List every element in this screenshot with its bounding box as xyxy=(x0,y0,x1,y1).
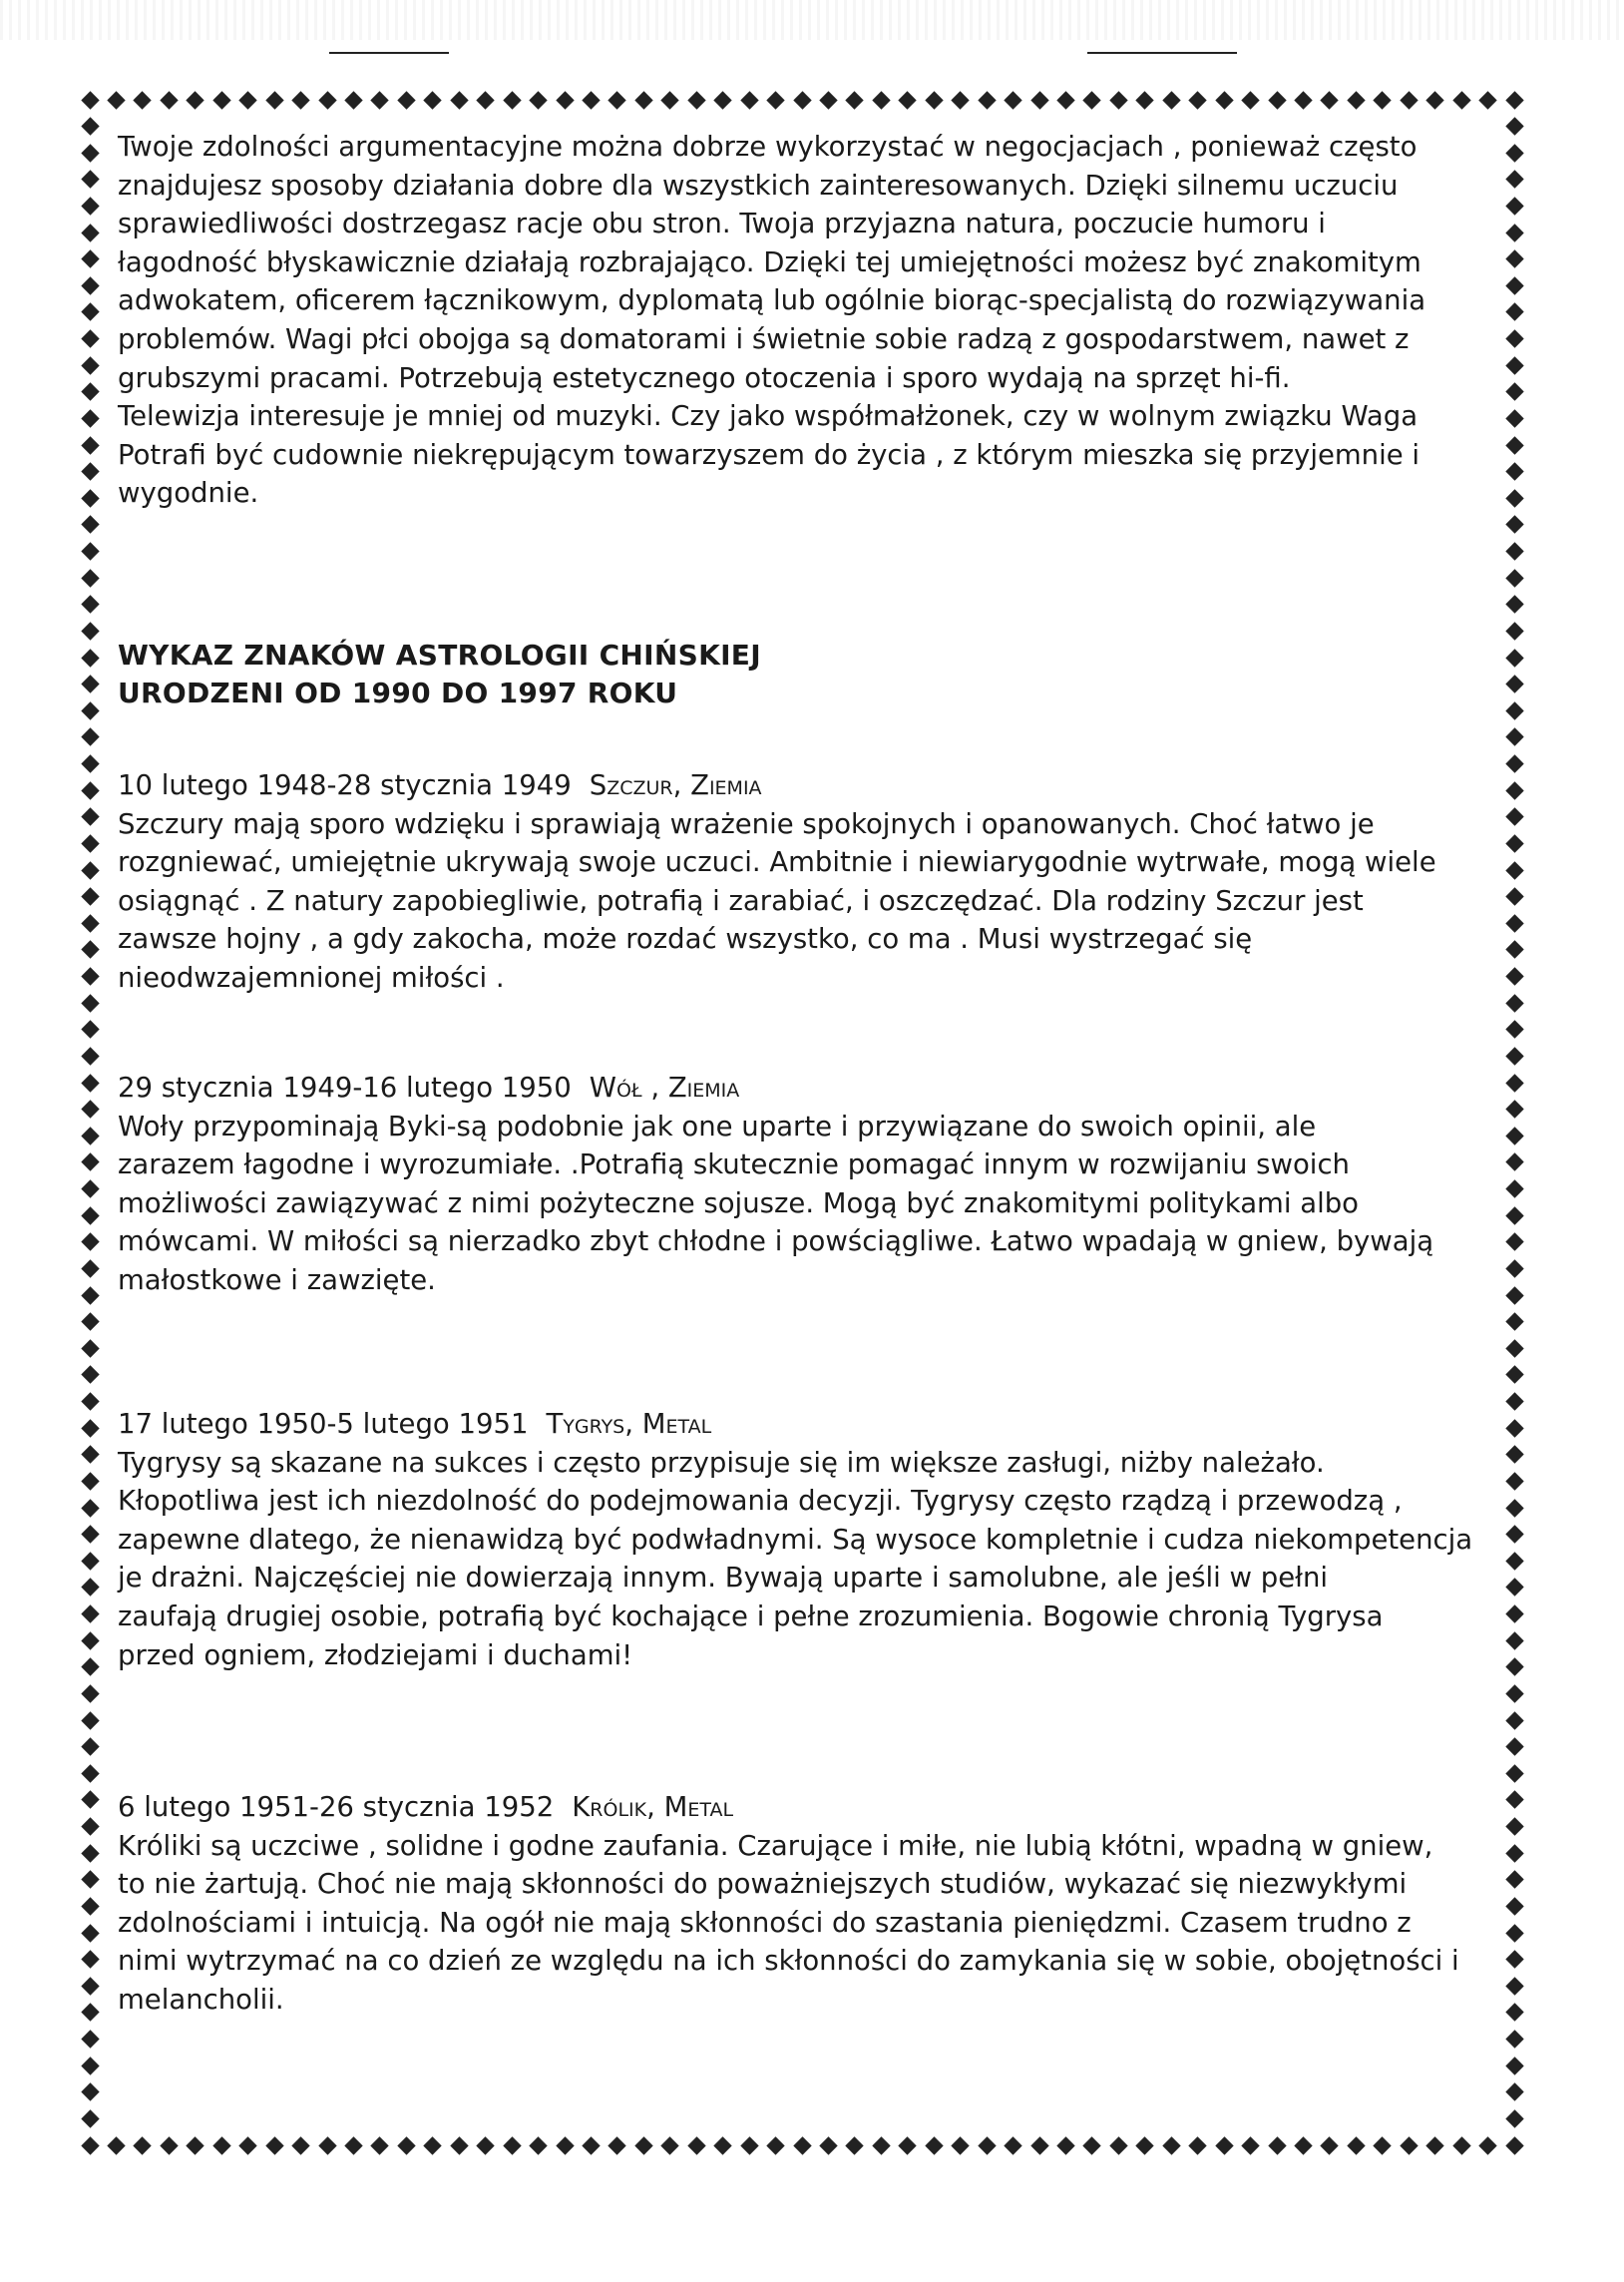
diamond-ornament-icon xyxy=(529,91,547,109)
diamond-ornament-icon xyxy=(81,1684,99,1702)
diamond-ornament-icon xyxy=(846,2136,864,2154)
diamond-ornament-icon xyxy=(1505,91,1523,109)
diamond-ornament-icon xyxy=(81,941,99,959)
diamond-ornament-icon xyxy=(1425,2136,1443,2154)
diamond-ornament-icon xyxy=(134,2136,152,2154)
diamond-ornament-icon xyxy=(1505,1711,1523,1729)
diamond-ornament-icon xyxy=(107,2136,125,2154)
diamond-ornament-icon xyxy=(661,91,679,109)
diamond-ornament-icon xyxy=(1004,2136,1021,2154)
diamond-ornament-icon xyxy=(713,91,731,109)
diamond-ornament-icon xyxy=(1478,91,1496,109)
diamond-ornament-icon xyxy=(1505,596,1523,614)
diamond-ornament-icon xyxy=(318,2136,336,2154)
diamond-ornament-icon xyxy=(212,2136,230,2154)
diamond-ornament-icon xyxy=(81,516,99,534)
diamond-ornament-icon xyxy=(81,1897,99,1915)
diamond-ornament-icon xyxy=(81,1419,99,1437)
diamond-ornament-icon xyxy=(1215,2136,1233,2154)
text-line: adwokatem, oficerem łącznikowym, dyplomatą lub ogólnie biorąc-specjalistą do rozwiązywania xyxy=(118,284,1426,317)
text-line: zdolnościami i intuicją. Na ogół nie mają skłonności do szastania pieniędzmi. Czasem trudno z xyxy=(118,1906,1412,1939)
sign-title xyxy=(118,1405,1514,1444)
diamond-ornament-icon xyxy=(634,2136,652,2154)
diamond-ornament-icon xyxy=(1505,1021,1523,1039)
diamond-ornament-icon xyxy=(1294,2136,1312,2154)
diamond-ornament-icon xyxy=(81,596,99,614)
diamond-ornament-icon xyxy=(1505,2109,1523,2127)
sign-entry-rat xyxy=(118,766,1514,998)
sign-entry-tiger xyxy=(118,1405,1514,1674)
text-line: łagodność błyskawicznie działają rozbrajająco. Dzięki tej umiejętności możesz być znakomitym xyxy=(118,245,1421,278)
text-line: Telewizja interesuje je mniej od muzyki. Czy jako współmałżonek, czy w wolnym związku Waga xyxy=(118,400,1419,433)
text-line: mówcami. W miłości są nierzadko zbyt chłodne i powściągliwe. Łatwo wpadają w gniew, bywają xyxy=(118,1225,1434,1258)
text-line: Twoje zdolności argumentacyjne można dobrze wykorzystać w negocjacjach , ponieważ często xyxy=(118,131,1418,163)
diamond-ornament-icon xyxy=(81,649,99,667)
diamond-ornament-icon xyxy=(81,197,99,215)
diamond-ornament-icon xyxy=(81,569,99,587)
diamond-ornament-icon xyxy=(1294,91,1312,109)
diamond-ornament-icon xyxy=(81,144,99,162)
diamond-ornament-icon xyxy=(291,2136,309,2154)
sign-description xyxy=(118,1827,1514,2020)
diamond-ornament-icon xyxy=(81,1127,99,1144)
diamond-ornament-icon xyxy=(81,887,99,905)
diamond-ornament-icon xyxy=(318,91,336,109)
diamond-ornament-icon xyxy=(1400,2136,1418,2154)
diamond-ornament-icon xyxy=(81,1764,99,1782)
diamond-ornament-icon xyxy=(951,2136,969,2154)
diamond-ornament-icon xyxy=(81,1579,99,1597)
diamond-ornament-icon xyxy=(846,91,864,109)
diamond-ornament-icon xyxy=(81,2056,99,2074)
diamond-ornament-icon xyxy=(1505,542,1523,560)
diamond-ornament-icon xyxy=(661,2136,679,2154)
diamond-ornament-icon xyxy=(371,91,389,109)
sign-description xyxy=(118,1108,1514,1300)
diamond-ornament-icon xyxy=(1136,2136,1154,2154)
diamond-ornament-icon xyxy=(81,1339,99,1357)
diamond-ornament-icon xyxy=(134,91,152,109)
diamond-ornament-icon xyxy=(740,2136,758,2154)
text-line: rozgniewać, umiejętnie ukrywają swoje uczuci. Ambitnie i niewiarygodnie wytrwałe, mogą wiele xyxy=(118,846,1436,879)
diamond-ornament-icon xyxy=(951,91,969,109)
diamond-ornament-icon xyxy=(344,2136,362,2154)
diamond-ornament-icon xyxy=(81,1631,99,1649)
diamond-ornament-icon xyxy=(81,1499,99,1517)
diamond-ornament-icon xyxy=(1505,2136,1523,2154)
sign-dates: 17 lutego 1950-5 lutego 1951 xyxy=(118,1408,529,1440)
sign-description xyxy=(118,1444,1514,1675)
diamond-ornament-icon xyxy=(1109,2136,1127,2154)
diamond-ornament-icon xyxy=(81,2030,99,2048)
diamond-ornament-icon xyxy=(424,91,442,109)
diamond-ornament-icon xyxy=(81,2004,99,2022)
diamond-ornament-icon xyxy=(81,1392,99,1410)
text-line: wygodnie. xyxy=(118,477,259,510)
diamond-ornament-icon xyxy=(81,1737,99,1755)
text-line: Króliki są uczciwe , solidne i godne zaufania. Czarujące i miłe, nie lubią kłótni, wpadną w gniew, xyxy=(118,1829,1433,1862)
sign-title xyxy=(118,1788,1514,1827)
diamond-ornament-icon xyxy=(899,2136,917,2154)
diamond-ornament-icon xyxy=(1505,1339,1523,1357)
diamond-ornament-icon xyxy=(81,1791,99,1809)
text-line: zarazem łagodne i wyrozumiałe. .Potrafią skutecznie pomagać innym w rozwijaniu swoich xyxy=(118,1148,1350,1181)
diamond-ornament-icon xyxy=(81,728,99,746)
diamond-ornament-icon xyxy=(81,1074,99,1092)
diamond-ornament-icon xyxy=(819,2136,837,2154)
diamond-ornament-icon xyxy=(81,383,99,401)
text-line: możliwości zawiązywać z nimi pożyteczne sojusze. Mogą być znakomitymi politykami albo xyxy=(118,1186,1359,1219)
diamond-ornament-icon xyxy=(81,967,99,985)
diamond-ornament-icon xyxy=(1030,2136,1048,2154)
diamond-ornament-icon xyxy=(81,2109,99,2127)
diamond-ornament-icon xyxy=(371,2136,389,2154)
text-line: je drażni. Najczęściej nie dowierzają innym. Bywają uparte i samolubne, ale jeśli w pełni xyxy=(118,1562,1329,1595)
diamond-ornament-icon xyxy=(81,1446,99,1464)
diamond-ornament-icon xyxy=(1505,516,1523,534)
diamond-ornament-icon xyxy=(81,1844,99,1862)
diamond-ornament-icon xyxy=(81,676,99,693)
diamond-ornament-icon xyxy=(1374,91,1392,109)
diamond-ornament-icon xyxy=(1505,2083,1523,2101)
diamond-ornament-icon xyxy=(81,1658,99,1676)
diamond-ornament-icon xyxy=(81,1871,99,1889)
diamond-ornament-icon xyxy=(819,91,837,109)
diamond-ornament-icon xyxy=(609,91,626,109)
diamond-ornament-icon xyxy=(81,171,99,189)
diamond-ornament-icon xyxy=(1268,91,1286,109)
diamond-ornament-icon xyxy=(81,808,99,826)
diamond-ornament-icon xyxy=(766,2136,784,2154)
sign-title xyxy=(118,1069,1514,1108)
diamond-ornament-icon xyxy=(793,2136,811,2154)
diamond-ornament-icon xyxy=(978,2136,996,2154)
diamond-ornament-icon xyxy=(925,2136,943,2154)
diamond-ornament-icon xyxy=(925,91,943,109)
diamond-ornament-icon xyxy=(476,2136,494,2154)
diamond-ornament-icon xyxy=(687,91,705,109)
diamond-ornament-icon xyxy=(1030,91,1048,109)
diamond-ornament-icon xyxy=(1505,1366,1523,1384)
text-line: zaufają drugiej osobie, potrafią być kochające i pełne zrozumienia. Bogowie chronią Tygrysa xyxy=(118,1599,1384,1632)
diamond-ornament-icon xyxy=(265,2136,283,2154)
text-line: sprawiedliwości dostrzegasz racje obu stron. Twoja przyjazna natura, poczucie humoru i xyxy=(118,208,1326,240)
diamond-ornament-icon xyxy=(81,1100,99,1118)
sign-entry-rabbit xyxy=(118,1788,1514,2020)
diamond-ornament-icon xyxy=(634,91,652,109)
text-line: znajdujesz sposoby działania dobre dla wszystkich zainteresowanych. Dzięki silnemu uczuciu xyxy=(118,169,1399,202)
diamond-ornament-icon xyxy=(81,914,99,932)
diamond-ornament-icon xyxy=(582,91,600,109)
diamond-ornament-icon xyxy=(1505,1737,1523,1755)
diamond-ornament-icon xyxy=(291,91,309,109)
text-line: małostkowe i zawzięte. xyxy=(118,1263,436,1296)
diamond-ornament-icon xyxy=(1347,91,1365,109)
diamond-ornament-icon xyxy=(1241,2136,1259,2154)
text-line: osiągnąć . Z natury zapobiegliwie, potrafią i zarabiać, i oszczędzać. Dla rodziny Szczur jest xyxy=(118,884,1364,917)
diamond-ornament-icon xyxy=(1083,2136,1101,2154)
diamond-ornament-icon xyxy=(107,91,125,109)
diamond-ornament-icon xyxy=(81,1206,99,1224)
diamond-ornament-icon xyxy=(81,1950,99,1968)
diamond-ornament-icon xyxy=(81,1977,99,1995)
text-line: przed ogniem, złodziejami i duchami! xyxy=(118,1638,633,1671)
diamond-ornament-icon xyxy=(187,91,204,109)
diamond-ornament-icon xyxy=(1374,2136,1392,2154)
diamond-ornament-icon xyxy=(582,2136,600,2154)
diamond-ornament-icon xyxy=(1215,91,1233,109)
scan-line-left xyxy=(329,52,449,54)
diamond-ornament-icon xyxy=(1188,91,1206,109)
diamond-ornament-icon xyxy=(1505,569,1523,587)
scan-artifact-top xyxy=(0,0,1624,40)
diamond-ornament-icon xyxy=(397,2136,415,2154)
diamond-ornament-icon xyxy=(1056,91,1074,109)
diamond-ornament-icon xyxy=(81,1604,99,1622)
diamond-ornament-icon xyxy=(1425,91,1443,109)
text-line: grubszymi pracami. Potrzebują estetycznego otoczenia i sporo wydają na sprzęt hi-fi. xyxy=(118,361,1291,394)
diamond-ornament-icon xyxy=(1478,2136,1496,2154)
diamond-ornament-icon xyxy=(503,2136,521,2154)
diamond-ornament-icon xyxy=(529,2136,547,2154)
text-line: nimi wytrzymać na co dzień ze względu na ich skłonności do zamykania się w sobie, obojętności i xyxy=(118,1945,1459,1978)
diamond-ornament-icon xyxy=(1452,2136,1470,2154)
sign-description xyxy=(118,805,1514,998)
text-line: problemów. Wagi płci obojga są domatorami i świetnie sobie radzą z gospodarstwem, nawet z xyxy=(118,322,1410,355)
diamond-ornament-icon xyxy=(81,701,99,719)
text-line: nieodwzajemnionej miłości . xyxy=(118,961,505,994)
diamond-ornament-icon xyxy=(81,1312,99,1330)
diamond-ornament-icon xyxy=(81,994,99,1012)
diamond-ornament-icon xyxy=(81,1233,99,1251)
diamond-ornament-icon xyxy=(81,250,99,268)
diamond-ornament-icon xyxy=(556,2136,574,2154)
diamond-ornament-icon xyxy=(1452,91,1470,109)
diamond-ornament-icon xyxy=(1268,2136,1286,2154)
diamond-ornament-icon xyxy=(899,91,917,109)
diamond-ornament-icon xyxy=(81,1924,99,1942)
sign-name: Szczur, Ziemia xyxy=(589,769,762,801)
diamond-ornament-icon xyxy=(450,2136,468,2154)
sign-title xyxy=(118,766,1514,805)
sign-dates: 10 lutego 1948-28 stycznia 1949 xyxy=(118,769,572,801)
diamond-ornament-icon xyxy=(1505,1047,1523,1065)
diamond-ornament-icon xyxy=(81,1711,99,1729)
diamond-ornament-icon xyxy=(265,91,283,109)
diamond-ornament-icon xyxy=(81,224,99,241)
text-line: to nie żartują. Choć nie mają skłonności do poważniejszych studiów, wykazać się niezwykłymi xyxy=(118,1868,1408,1901)
diamond-ornament-icon xyxy=(1321,2136,1339,2154)
diamond-ornament-icon xyxy=(81,1153,99,1171)
diamond-ornament-icon xyxy=(81,409,99,427)
diamond-ornament-icon xyxy=(1162,2136,1180,2154)
sign-name: Królik, Metal xyxy=(572,1791,734,1823)
diamond-ornament-icon xyxy=(1400,91,1418,109)
diamond-ornament-icon xyxy=(1162,91,1180,109)
list-heading xyxy=(118,637,1514,712)
diamond-ornament-icon xyxy=(81,276,99,294)
heading-line-1: WYKAZ ZNAKÓW ASTROLOGII CHIŃSKIEJ xyxy=(118,639,761,672)
diamond-ornament-icon xyxy=(81,1286,99,1304)
heading-line-2: URODZENI OD 1990 DO 1997 ROKU xyxy=(118,677,678,709)
diamond-ornament-icon xyxy=(1056,2136,1074,2154)
diamond-ornament-icon xyxy=(978,91,996,109)
diamond-ornament-icon xyxy=(187,2136,204,2154)
text-line: Tygrysy są skazane na sukces i często przypisuje się im większe zasługi, niżby należało. xyxy=(118,1446,1325,1479)
diamond-ornament-icon xyxy=(344,91,362,109)
diamond-ornament-icon xyxy=(793,91,811,109)
sign-entry-ox xyxy=(118,1069,1514,1300)
diamond-ornament-icon xyxy=(81,1259,99,1277)
diamond-ornament-icon xyxy=(160,2136,178,2154)
diamond-ornament-icon xyxy=(1004,91,1021,109)
diamond-ornament-icon xyxy=(81,1552,99,1570)
intro-paragraph xyxy=(118,128,1514,513)
diamond-ornament-icon xyxy=(81,861,99,879)
diamond-ornament-icon xyxy=(397,91,415,109)
diamond-ornament-icon xyxy=(556,91,574,109)
diamond-ornament-icon xyxy=(81,329,99,347)
sign-name: Wół , Ziemia xyxy=(589,1072,740,1104)
heading-block xyxy=(118,637,1514,712)
diamond-ornament-icon xyxy=(238,91,256,109)
diamond-ornament-icon xyxy=(81,1179,99,1197)
diamond-ornament-icon xyxy=(713,2136,731,2154)
intro-section xyxy=(118,128,1514,513)
diamond-ornament-icon xyxy=(81,542,99,560)
diamond-ornament-icon xyxy=(1241,91,1259,109)
diamond-ornament-icon xyxy=(740,91,758,109)
diamond-ornament-icon xyxy=(81,2083,99,2101)
diamond-ornament-icon xyxy=(81,303,99,321)
diamond-ornament-icon xyxy=(81,1817,99,1835)
text-line: zapewne dlatego, że nienawidzą być podwładnymi. Są wysoce kompletnie i cudza niekompetencja xyxy=(118,1523,1473,1556)
diamond-ornament-icon xyxy=(1505,728,1523,746)
diamond-ornament-icon xyxy=(81,2136,99,2154)
diamond-ornament-icon xyxy=(81,463,99,481)
diamond-ornament-icon xyxy=(81,117,99,135)
diamond-ornament-icon xyxy=(81,834,99,852)
text-line: zawsze hojny , a gdy zakocha, może rozdać wszystko, co ma . Musi wystrzegać się xyxy=(118,923,1253,956)
diamond-ornament-icon xyxy=(81,1525,99,1543)
diamond-ornament-icon xyxy=(687,2136,705,2154)
text-line: Potrafi być cudownie niekrępującym towarzyszem do życia , z którym mieszka się przyjemnie i xyxy=(118,438,1421,471)
text-line: Kłopotliwa jest ich niezdolność do podejmowania decyzji. Tygrysy często rządzą i przewodzą , xyxy=(118,1485,1403,1518)
diamond-ornament-icon xyxy=(81,781,99,799)
diamond-ornament-icon xyxy=(450,91,468,109)
diamond-ornament-icon xyxy=(1136,91,1154,109)
sign-name: Tygrys, Metal xyxy=(546,1408,712,1440)
diamond-ornament-icon xyxy=(81,489,99,507)
sign-dates: 29 stycznia 1949-16 lutego 1950 xyxy=(118,1072,572,1104)
diamond-ornament-icon xyxy=(212,91,230,109)
scan-line-right xyxy=(1087,52,1237,54)
text-line: Woły przypominają Byki-są podobnie jak one uparte i przywiązane do swoich opinii, ale xyxy=(118,1110,1317,1142)
diamond-ornament-icon xyxy=(1505,1312,1523,1330)
diamond-ornament-icon xyxy=(1347,2136,1365,2154)
diamond-ornament-icon xyxy=(81,436,99,454)
diamond-ornament-icon xyxy=(81,1366,99,1384)
diamond-ornament-icon xyxy=(1505,1764,1523,1782)
diamond-ornament-icon xyxy=(81,91,99,109)
diamond-ornament-icon xyxy=(609,2136,626,2154)
diamond-ornament-icon xyxy=(81,622,99,640)
diamond-ornament-icon xyxy=(766,91,784,109)
diamond-ornament-icon xyxy=(1505,2056,1523,2074)
diamond-ornament-icon xyxy=(872,2136,890,2154)
diamond-ornament-icon xyxy=(1505,1684,1523,1702)
diamond-ornament-icon xyxy=(1321,91,1339,109)
sign-dates: 6 lutego 1951-26 stycznia 1952 xyxy=(118,1791,555,1823)
diamond-ornament-icon xyxy=(424,2136,442,2154)
diamond-ornament-icon xyxy=(81,356,99,374)
diamond-ornament-icon xyxy=(503,91,521,109)
text-line: melancholii. xyxy=(118,1983,284,2016)
diamond-ornament-icon xyxy=(1188,2136,1206,2154)
diamond-ornament-icon xyxy=(476,91,494,109)
diamond-ornament-icon xyxy=(81,1047,99,1065)
diamond-ornament-icon xyxy=(81,754,99,772)
diamond-ornament-icon xyxy=(160,91,178,109)
diamond-ornament-icon xyxy=(81,1472,99,1490)
text-line: Szczury mają sporo wdzięku i sprawiają wrażenie spokojnych i opanowanych. Choć łatwo je xyxy=(118,807,1375,840)
diamond-ornament-icon xyxy=(81,1021,99,1039)
diamond-ornament-icon xyxy=(872,91,890,109)
diamond-ornament-icon xyxy=(1505,2030,1523,2048)
diamond-ornament-icon xyxy=(238,2136,256,2154)
diamond-ornament-icon xyxy=(1083,91,1101,109)
diamond-ornament-icon xyxy=(1109,91,1127,109)
